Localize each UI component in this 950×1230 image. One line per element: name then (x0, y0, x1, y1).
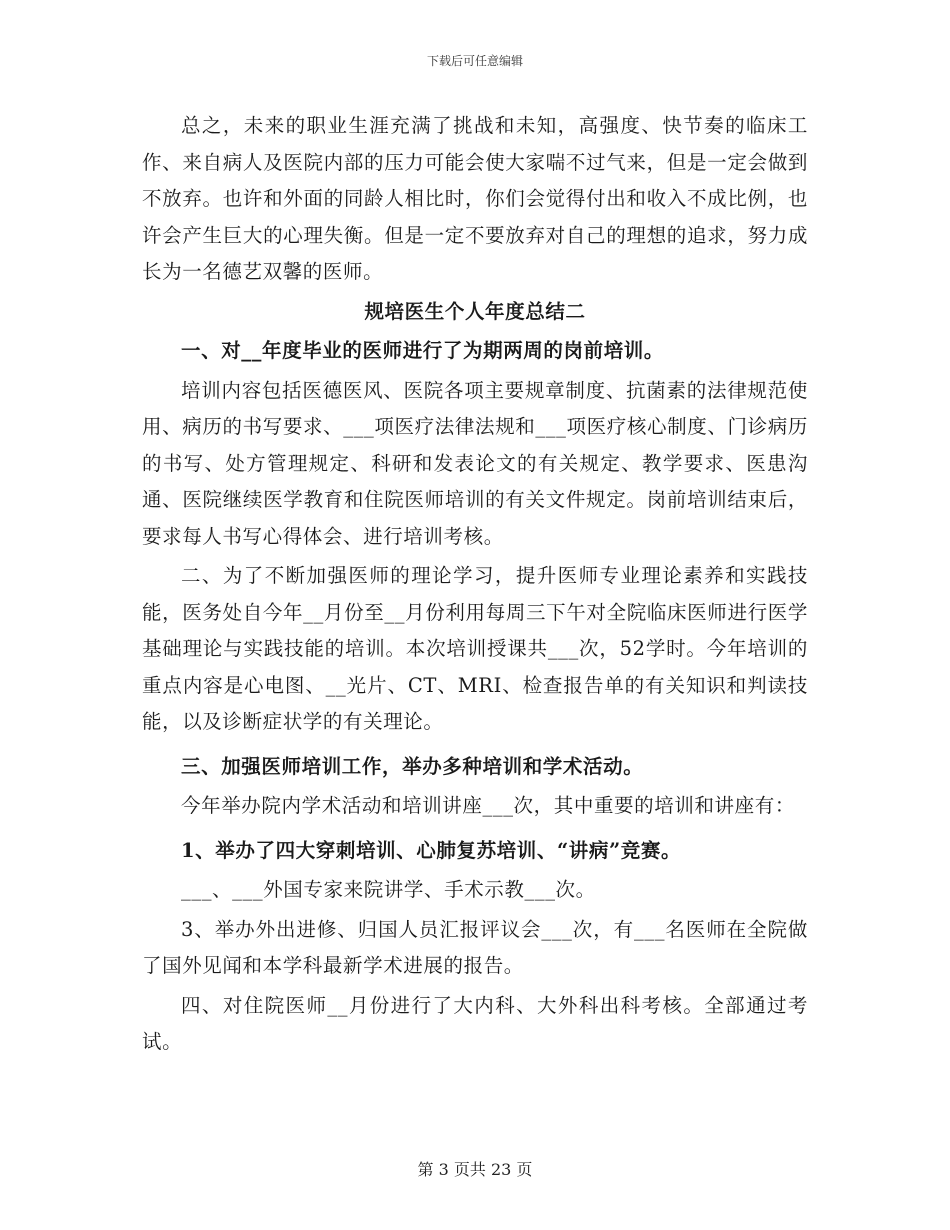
paragraph-conclusion: 总之，未来的职业生涯充满了挑战和未知，高强度、快节奏的临床工作、来自病人及医院内部的压力可能会使大家喘不过气来，但是一定会做到不放弃。也许和外面的同龄人相比时，你们会觉得付出和收入不成比例，也许会产生巨大的心理失衡。但是一定不要放弃对自己的理想的追求，努力成长为一名德艺双馨的医师。 (142, 114, 808, 283)
heading-one: 一、对__年度毕业的医师进行了为期两周的岗前培训。 (181, 339, 665, 362)
paragraph-academic-activities: 今年举办院内学术活动和培训讲座___次，其中重要的培训和讲座有： (181, 794, 795, 817)
paragraph-training-content: 培训内容包括医德医风、医院各项主要规章制度、抗菌素的法律规范使用、病历的书写要求、___项医疗法律法规和___项医疗核心制度、门诊病历的书写、处方管理规定、科研和发表论文的有关规定、教学要求、医患沟通、医院继续医学教育和住院医师培训的有关文件规定。岗前培训结束后，要求每人书写心得体会、进行培训考核。 (142, 378, 808, 548)
header-note: 下载后可任意编辑 (426, 54, 523, 68)
section-title: 规培医生个人年度总结二 (364, 299, 586, 323)
heading-three: 三、加强医师培训工作，举办多种培训和学术活动。 (181, 754, 644, 778)
document-body (142, 108, 808, 1061)
paragraph-theory-training: 二、为了不断加强医师的理论学习，提升医师专业理论素养和实践技能，医务处自今年__月份至__月份利用每周三下午对全院临床医师进行医学基础理论与实践技能的培训。本次培训授课共___次，52学时。今年培训的重点内容是心电图、__光片、CT、MRI、检查报告单的有关知识和判读技能，以及诊断症状学的有关理论。 (142, 564, 808, 733)
page-number: 第 3 页共 23 页 (417, 1160, 533, 1179)
paragraph-reports: 3、举办外出进修、归国人员汇报评议会___次，有___名医师在全院做了国外见闻和本学科最新学术进展的报告。 (142, 917, 808, 977)
heading-list-item-one: 1、举办了四大穿刺培训、心肺复苏培训、“讲病”竞赛。 (181, 838, 682, 862)
paragraph-foreign-experts: ___、___外国专家来院讲学、手术示教___次。 (181, 878, 596, 901)
paragraph-exams: 四、对住院医师__月份进行了大内科、大外科出科考核。全部通过考试。 (142, 993, 808, 1053)
